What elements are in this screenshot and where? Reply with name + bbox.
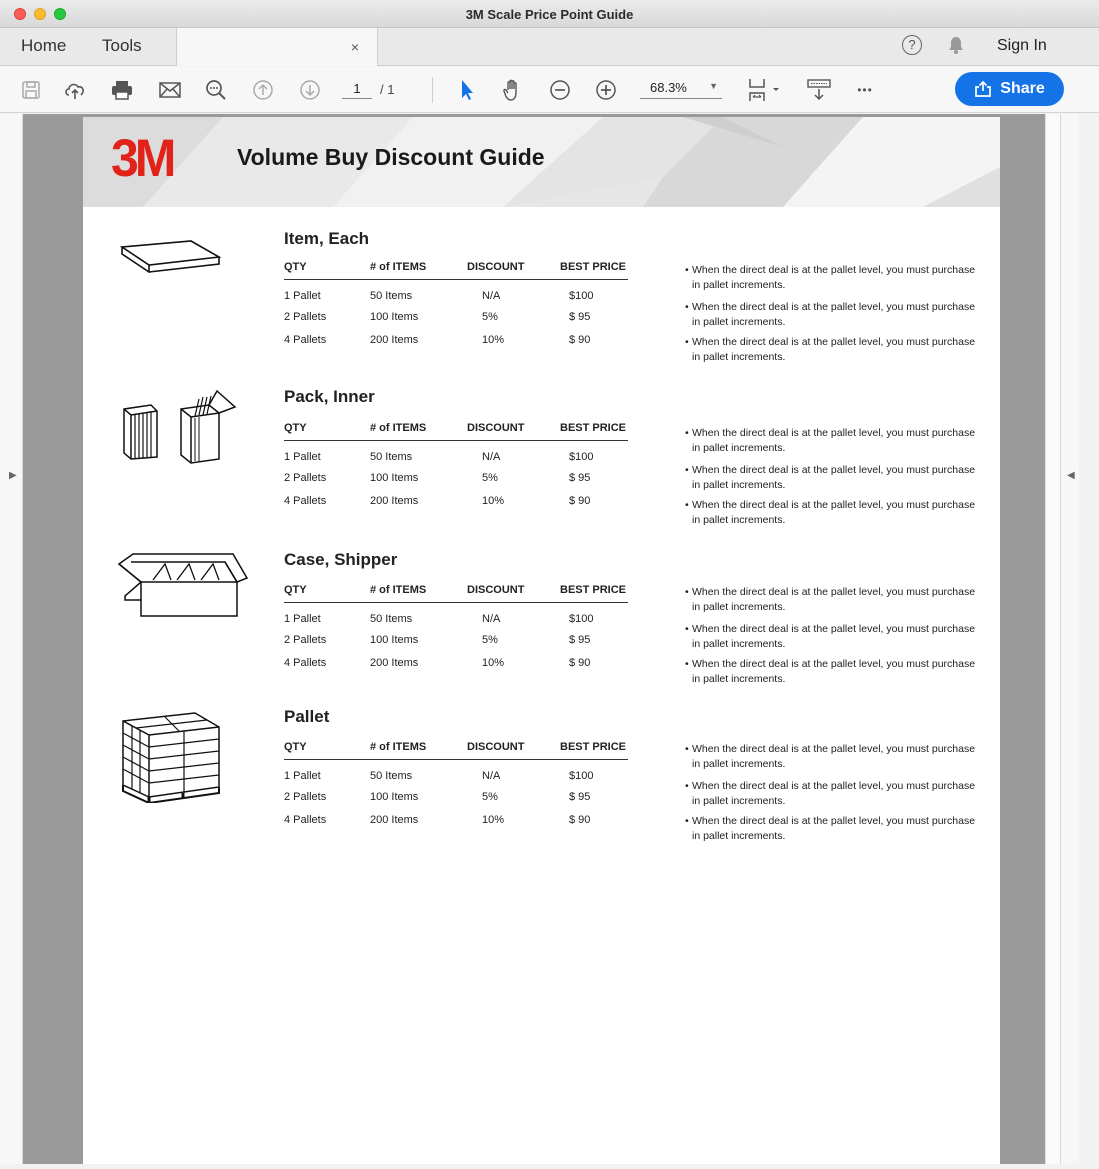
cell-items: 200 Items [370,495,419,507]
toolbar [0,67,1099,113]
header-divider [284,279,628,280]
share-button[interactable] [955,72,1064,106]
cell-qty: 1 Pallet [284,770,321,782]
toolbar-divider [432,77,433,103]
cell-price: $ 95 [569,472,591,484]
header-divider [284,440,628,441]
cell-items: 50 Items [370,290,413,302]
3m-logo: 3M [111,128,173,188]
cell-discount: 10% [482,814,505,826]
left-panel-rail[interactable] [0,114,23,1164]
column-header-qty: QTY [284,261,307,273]
column-header-items: # of ITEMS [370,261,427,273]
zoom-in-icon[interactable] [593,77,619,103]
cell-discount: 10% [482,334,505,346]
column-header-discount: DISCOUNT [467,261,525,273]
sign-in-link[interactable]: Sign In [997,37,1047,54]
cell-qty: 4 Pallets [284,334,327,346]
zoom-search-icon[interactable] [203,77,229,103]
flat-box-icon [119,239,223,273]
cell-price: $ 95 [569,634,591,646]
page-total: / 1 [380,82,395,97]
cell-qty: 2 Pallets [284,791,327,803]
previous-page-icon[interactable] [250,77,276,103]
section-title: Pallet [284,707,330,726]
cell-qty: 4 Pallets [284,814,327,826]
right-panel-rail[interactable] [1060,114,1079,1164]
page-number-input[interactable]: 1 [342,81,372,99]
cell-discount: 5% [482,311,498,323]
header-divider [284,602,628,603]
cell-discount: 5% [482,791,498,803]
cell-items: 200 Items [370,334,419,346]
column-header-qty: QTY [284,741,307,753]
cell-items: 100 Items [370,311,419,323]
column-header-qty: QTY [284,422,307,434]
page-fit-icon[interactable] [745,77,785,103]
cell-price: $ 90 [569,657,591,669]
cell-qty: 2 Pallets [284,472,327,484]
cell-items: 50 Items [370,770,413,782]
cell-qty: 1 Pallet [284,613,321,625]
pdf-page: 3M Volume Buy Discount Guide Item, Each QTY # of ITEMS DISCOUNT BEST PRICE 1 Pallet 50 Items N/A $100 2 Pallets 100 Items 5% $ 95 4 Pallets 200 Items 10% $ 90 • When the direct deal is at the pallet level, you must purchase in pallet increments. • When the direct deal is at the pallet level, you must purchase in pallet increments. • When the direct deal is at the pallet level, you must purchase in pallet increments. Pack, Inner QTY # of ITEMS DISCOUNT BEST PRICE 1 Pallet 50 Items N/A $100 2 Pallets 100 Items 5% $ 95 4 Pallets 200 Items 10% $ 90 • When the direct deal is at the pallet level, you must purchase in pallet increments. • When the direct deal is at the pallet level, you must purchase in pallet increments. • When the direct deal is at the pallet level, you must purchase in pallet increments. Case, Shipper QTY # of ITEMS DISCOUNT BEST PRICE 1 Pallet 50 Items N/A $100 2 Pallets 100 Items 5% $ 95 4 Pallets 200 Items 10% $ 90 • When the direct deal is at the pallet level, you must purchase in pallet increments. • When the direct deal is at the pallet level, you must purchase in pallet increments. • When the direct deal is at the pallet level, you must purchase in pallet increments. Pallet QTY # of ITEMS DISCOUNT BEST PRICE 1 Pallet 50 Items N/A $100 2 Pallets 100 Items 5% $ 95 4 Pallets 200 Items 10% $ 90 • When the direct deal is at the pallet level, you must purchase in pallet increments. • When the direct deal is at the pallet level, you must purchase in pallet increments. • When the direct deal is at the pallet level, you must purchase in pallet increments. [83,117,1000,1164]
hand-tool-icon[interactable] [500,77,526,103]
column-header-best-price: BEST PRICE [560,741,627,753]
help-icon[interactable]: ? [902,35,922,55]
column-header-items: # of ITEMS [370,741,427,753]
section-title: Case, Shipper [284,550,398,569]
cell-price: $100 [569,613,594,625]
inner-pack-icon [119,387,239,467]
cell-items: 100 Items [370,791,419,803]
tab-home[interactable]: Home [21,36,67,55]
cell-qty: 1 Pallet [284,451,321,463]
save-icon[interactable] [18,77,44,103]
share-icon [974,80,992,98]
tab-tools[interactable]: Tools [102,36,142,55]
cell-discount: N/A [482,290,501,302]
tab-document[interactable] [176,28,378,66]
cell-price: $ 95 [569,791,591,803]
pallet-icon [119,709,223,803]
cell-items: 50 Items [370,613,413,625]
expand-left-panel-icon[interactable]: ▶ [9,470,17,481]
page-header-banner [83,117,1000,207]
column-header-best-price: BEST PRICE [560,261,627,273]
cell-qty: 4 Pallets [284,657,327,669]
cell-price: $ 90 [569,495,591,507]
column-header-items: # of ITEMS [370,584,427,596]
tab-bar [0,28,1099,66]
share-label: Share [1000,80,1045,97]
column-header-discount: DISCOUNT [467,741,525,753]
cell-price: $100 [569,290,594,302]
column-header-best-price: BEST PRICE [560,584,627,596]
cell-price: $ 95 [569,311,591,323]
column-header-discount: DISCOUNT [467,584,525,596]
header-divider [284,759,628,760]
document-title: Volume Buy Discount Guide [237,144,545,170]
zoom-level-value: 68.3% [650,80,687,95]
cloud-upload-icon[interactable] [62,77,88,103]
cell-price: $100 [569,770,594,782]
cell-qty: 2 Pallets [284,311,327,323]
select-cursor-icon[interactable] [454,77,480,103]
chevron-down-icon: ▼ [709,81,718,91]
bell-icon[interactable] [946,35,966,60]
shipper-case-icon [115,552,251,620]
cell-price: $ 90 [569,814,591,826]
cell-discount: N/A [482,770,501,782]
cell-price: $100 [569,451,594,463]
cell-price: $ 90 [569,334,591,346]
cell-qty: 1 Pallet [284,290,321,302]
cell-items: 200 Items [370,657,419,669]
expand-right-panel-icon[interactable]: ◀ [1067,470,1075,481]
window-title: 3M Scale Price Point Guide [465,7,634,22]
cell-discount: 10% [482,657,505,669]
scroll-mode-icon[interactable] [806,77,832,103]
column-header-discount: DISCOUNT [467,422,525,434]
cell-discount: N/A [482,451,501,463]
column-header-items: # of ITEMS [370,422,427,434]
column-header-qty: QTY [284,584,307,596]
cell-discount: N/A [482,613,501,625]
cell-items: 200 Items [370,814,419,826]
cell-discount: 5% [482,472,498,484]
email-icon[interactable] [157,77,183,103]
cell-items: 100 Items [370,634,419,646]
cell-qty: 2 Pallets [284,634,327,646]
section-title: Pack, Inner [284,387,375,406]
column-header-best-price: BEST PRICE [560,422,627,434]
next-page-icon[interactable] [297,77,323,103]
vertical-scrollbar[interactable] [1045,114,1060,1164]
close-tab-icon[interactable]: × [350,39,359,55]
print-icon[interactable] [109,77,135,103]
more-options-icon[interactable]: ••• [857,83,873,97]
cell-qty: 4 Pallets [284,495,327,507]
section-title: Item, Each [284,229,370,248]
zoom-out-icon[interactable] [547,77,573,103]
zoom-level-select[interactable] [640,80,722,99]
cell-items: 50 Items [370,451,413,463]
cell-items: 100 Items [370,472,419,484]
cell-discount: 5% [482,634,498,646]
title-bar [0,0,1099,28]
cell-discount: 10% [482,495,505,507]
